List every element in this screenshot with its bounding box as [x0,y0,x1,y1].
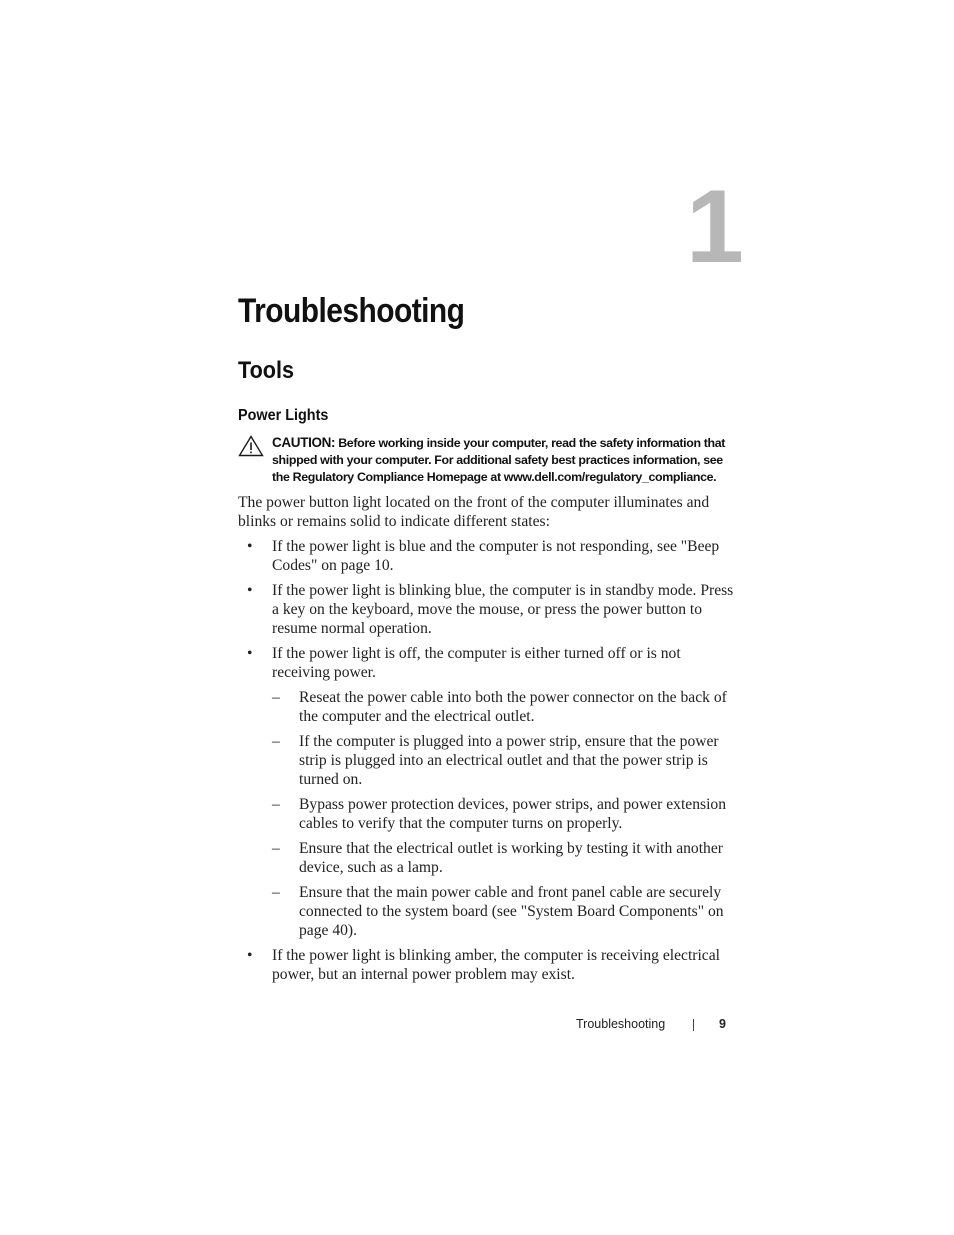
bullet-mark: • [247,947,253,964]
sub-list-item-text: Ensure that the electrical outlet is working by testing it with another device, such as a lamp. [299,840,723,876]
caution-text-block [272,434,738,486]
footer-section-label: Troubleshooting [576,1017,666,1031]
sub-list-item [272,839,738,877]
dash-mark: – [272,884,280,901]
footer-divider [693,1019,694,1031]
bullet-mark: • [247,582,253,599]
list-item-text: If the power light is blue and the computer is not responding, see "Beep Codes" on page 10. [272,538,720,574]
caution-triangle-icon [238,435,264,457]
list-item-text: If the power light is blinking amber, the computer is receiving electrical power, but an internal power problem may exist. [272,947,720,983]
list-item-text: If the power light is blinking blue, the computer is in standby mode. Press a key on the keyboard, move the mouse, or press the power button to resume normal operation. [272,582,734,637]
intro-paragraph: The power button light located on the front of the computer illuminates and blinks or remains solid to indicate different states: [238,494,710,530]
sub-list-item-text: If the computer is plugged into a power strip, ensure that the power strip is plugged into an electrical outlet and that the power strip is turned on. [299,733,719,788]
list-item [238,581,738,638]
dash-mark: – [272,840,280,857]
section-title: Tools [238,357,294,384]
list-item [238,946,738,984]
chapter-title: Troubleshooting [238,292,465,330]
caution-message: Before working inside your computer, read the safety information that shipped with your computer. For additional safety best practices information, see the Regulatory Compliance Homepage at www.dell.com/regulatory_compliance. [272,436,726,484]
subsection-title: Power Lights [238,407,329,424]
page-number: 9 [719,1017,726,1031]
sub-list-item-text: Reseat the power cable into both the power connector on the back of the computer and the electrical outlet. [299,689,727,725]
caution-label: CAUTION: [272,435,336,450]
dash-mark: – [272,733,280,750]
bullet-mark: • [247,645,253,662]
sub-list-item [272,688,738,726]
bullet-mark: • [247,538,253,555]
power-light-states-list [238,537,738,990]
sub-list-item [272,795,738,833]
power-off-steps-list [272,688,738,940]
sub-list-item [272,883,738,940]
list-item [238,644,738,940]
list-item-text: If the power light is off, the computer is either turned off or is not receiving power. [272,645,681,681]
caution-notice [238,434,738,486]
dash-mark: – [272,689,280,706]
chapter-number: 1 [686,169,744,285]
sub-list-item-text: Bypass power protection devices, power strips, and power extension cables to verify that the computer turns on properly. [299,796,726,832]
sub-list-item [272,732,738,789]
list-item [238,537,738,575]
sub-list-item-text: Ensure that the main power cable and front panel cable are securely connected to the system board (see "System Board Components" on page 40). [299,884,724,939]
dash-mark: – [272,796,280,813]
